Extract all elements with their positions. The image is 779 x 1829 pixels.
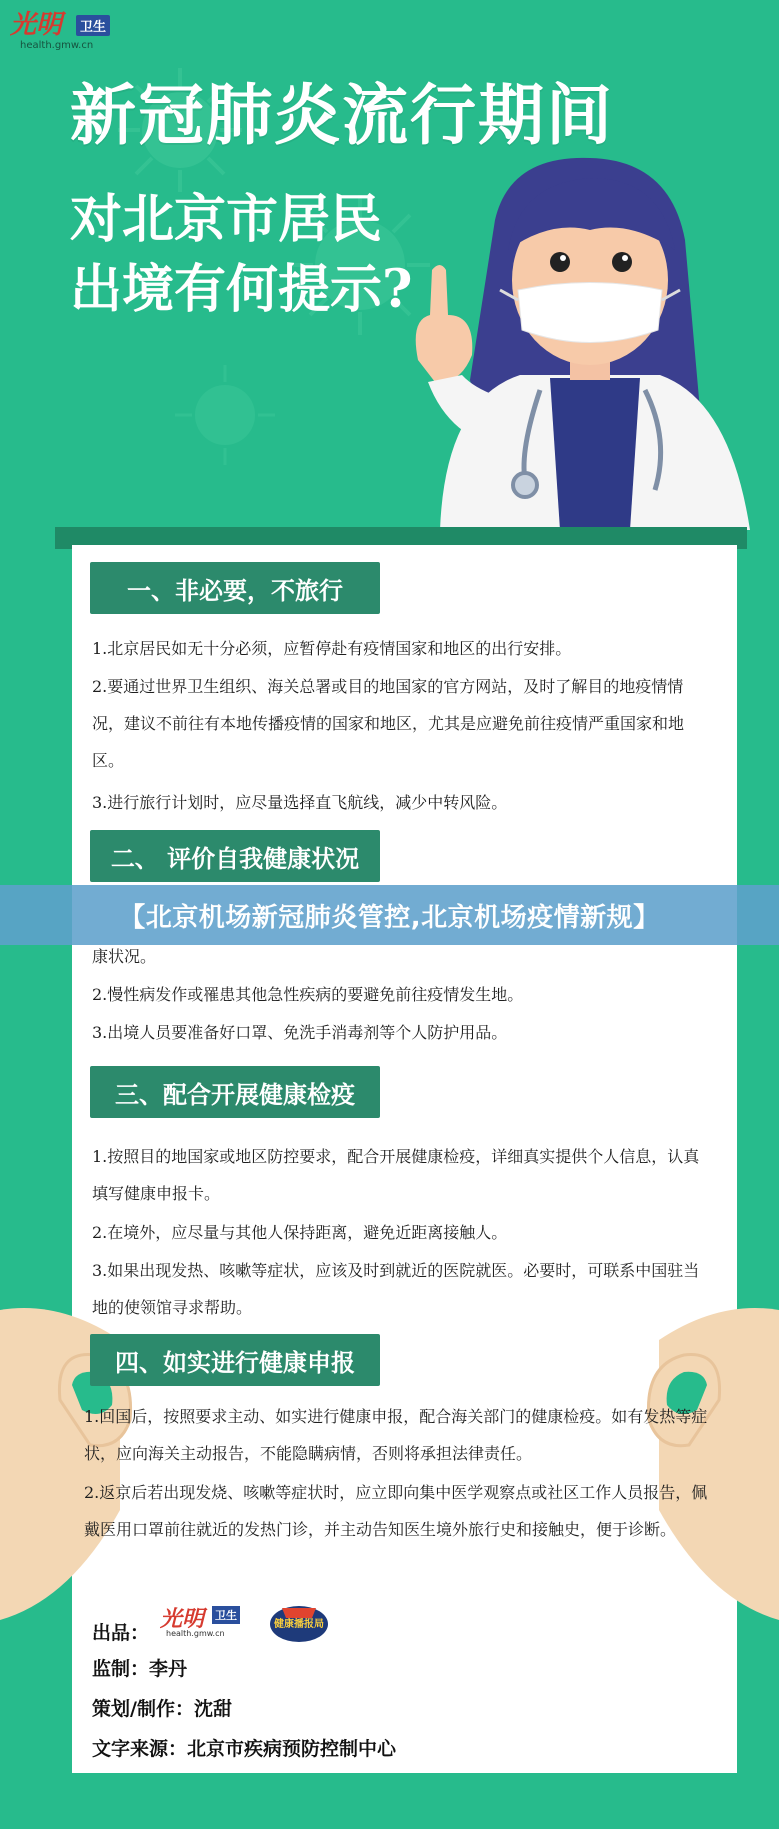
credit-source-name: 北京市疾病预防控制中心 <box>187 1738 397 1760</box>
section-1-title: 一、非必要，不旅行 <box>90 562 380 614</box>
section-3-item-2: 2.在境外，应尽量与其他人保持距离，避免近距离接触人。 <box>92 1223 508 1242</box>
credit-gmw-logo <box>160 1602 260 1642</box>
credit-source <box>92 1734 396 1761</box>
credit-producer-label: 出品： <box>92 1622 150 1644</box>
credit-planner <box>92 1694 232 1721</box>
credit-source-label: 文字来源： <box>92 1738 188 1760</box>
section-1-item-2: 2.要通过世界卫生组织、海关总署或目的地国家的官方网站，及时了解目的地疫情情况，建议不前往有本地传播疫情的国家和地区，尤其是应避免前往疫情严重国家和地区。 <box>92 677 685 770</box>
credit-supervisor <box>92 1654 187 1681</box>
headline-sub <box>70 185 412 325</box>
headline-main: 新冠肺炎流行期间 <box>70 76 614 154</box>
section-2-item-3: 3.出境人员要准备好口罩、免洗手消毒剂等个人防护用品。 <box>92 1023 508 1042</box>
credit-planner-label: 策划/制作： <box>92 1698 194 1720</box>
section-3-item-3: 3.如果出现发热、咳嗽等症状，应该及时到就近的医院就医。必要时，可联系中国驻当地的使领馆寻求帮助。 <box>92 1261 700 1317</box>
credit-supervisor-name: 李丹 <box>149 1658 188 1680</box>
section-1-item-3: 3.进行旅行计划时，应尽量选择直飞航线，减少中转风险。 <box>92 793 508 812</box>
section-4-item-1: 1.回国后，按照要求主动、如实进行健康申报，配合海关部门的健康检疫。如有发热等症状，应向海关主动报告，不能隐瞒病情，否则将承担法律责任。 <box>84 1407 708 1463</box>
section-1-item-1: 1.北京居民如无十分必须，应暂停赴有疫情国家和地区的出行安排。 <box>92 639 572 658</box>
section-3-title: 三、配合开展健康检疫 <box>90 1066 380 1118</box>
virus-decor-3 <box>170 360 280 470</box>
article-title-text: 【北京机场新冠肺炎管控,北京机场疫情新规】 <box>119 902 660 933</box>
section-3-item-1: 1.按照目的地国家或地区防控要求，配合开展健康检疫，详细真实提供个人信息，认真填写健康申报卡。 <box>92 1147 700 1203</box>
section-2-item-2: 2.慢性病发作或罹患其他急性疾病的要避免前往疫情发生地。 <box>92 985 524 1004</box>
gmw-health-logo[interactable] <box>10 10 130 50</box>
section-2-title: 二、 评价自我健康状况 <box>90 830 380 882</box>
doctor-illustration <box>400 150 760 530</box>
logo-url: health.gmw.cn <box>20 40 94 51</box>
credit-gmw-url: health.gmw.cn <box>166 1629 225 1638</box>
credit-supervisor-label: 监制： <box>92 1658 150 1680</box>
health-broadcast-text: 健康播报局 <box>274 1619 324 1630</box>
headline-sub-line1: 对北京市居民 <box>70 189 383 250</box>
logo-badge: 卫生 <box>76 15 110 36</box>
health-broadcast-logo <box>268 1600 330 1644</box>
section-4-item-2: 2.返京后若出现发烧、咳嗽等症状时，应立即向集中医学观察点或社区工作人员报告，佩戴医用口罩前往就近的发热门诊，并主动告知医生境外旅行史和接触史，便于诊断。 <box>84 1483 708 1539</box>
headline-sub-line2: 出境有何提示? <box>70 259 413 321</box>
credit-gmw-badge: 卫生 <box>212 1606 240 1624</box>
section-2-item-1: 康状况。 <box>92 947 157 966</box>
article-title-banner[interactable] <box>0 885 779 945</box>
logo-brush-text: 光明 <box>10 10 63 40</box>
section-4-title: 四、如实进行健康申报 <box>90 1334 380 1386</box>
credit-planner-name: 沈甜 <box>193 1698 232 1720</box>
credit-gmw-brush: 光明 <box>160 1606 205 1632</box>
